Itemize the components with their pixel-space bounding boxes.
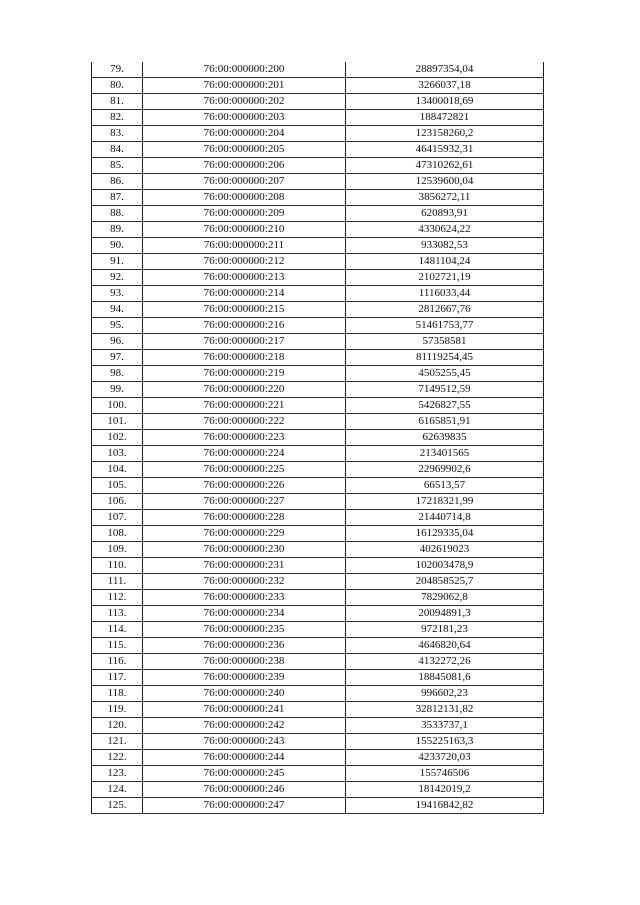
cadastral-number-cell: 76:00:000000:225 bbox=[143, 462, 346, 478]
value-cell: 21440714,8 bbox=[346, 510, 544, 526]
cadastral-number-cell: 76:00:000000:213 bbox=[143, 270, 346, 286]
table-row bbox=[92, 606, 544, 622]
row-number-cell: 115. bbox=[92, 638, 143, 654]
cadastral-number-cell: 76:00:000000:216 bbox=[143, 318, 346, 334]
table-row bbox=[92, 526, 544, 542]
table-row bbox=[92, 318, 544, 334]
cadastral-number-cell: 76:00:000000:238 bbox=[143, 654, 346, 670]
cadastral-number-cell: 76:00:000000:201 bbox=[143, 78, 346, 94]
value-cell: 28897354,04 bbox=[346, 62, 544, 78]
value-cell: 4330624,22 bbox=[346, 222, 544, 238]
value-cell: 13400018,69 bbox=[346, 94, 544, 110]
value-cell: 66513,57 bbox=[346, 478, 544, 494]
row-number-cell: 99. bbox=[92, 382, 143, 398]
cadastral-number-cell: 76:00:000000:219 bbox=[143, 366, 346, 382]
row-number-cell: 89. bbox=[92, 222, 143, 238]
value-cell: 4505255,45 bbox=[346, 366, 544, 382]
value-cell: 155225163,3 bbox=[346, 734, 544, 750]
table-row bbox=[92, 542, 544, 558]
table-row bbox=[92, 654, 544, 670]
table-row bbox=[92, 78, 544, 94]
row-number-cell: 108. bbox=[92, 526, 143, 542]
table-row bbox=[92, 446, 544, 462]
cadastral-number-cell: 76:00:000000:231 bbox=[143, 558, 346, 574]
value-cell: 996602,23 bbox=[346, 686, 544, 702]
value-cell: 123158260,2 bbox=[346, 126, 544, 142]
table-row bbox=[92, 782, 544, 798]
value-cell: 18142019,2 bbox=[346, 782, 544, 798]
value-cell: 4132272,26 bbox=[346, 654, 544, 670]
row-number-cell: 97. bbox=[92, 350, 143, 366]
value-cell: 2102721,19 bbox=[346, 270, 544, 286]
value-cell: 6165851,91 bbox=[346, 414, 544, 430]
value-cell: 4646820,64 bbox=[346, 638, 544, 654]
row-number-cell: 101. bbox=[92, 414, 143, 430]
cadastral-number-cell: 76:00:000000:226 bbox=[143, 478, 346, 494]
value-cell: 57358581 bbox=[346, 334, 544, 350]
table-row bbox=[92, 126, 544, 142]
table-row bbox=[92, 94, 544, 110]
row-number-cell: 114. bbox=[92, 622, 143, 638]
value-cell: 402619023 bbox=[346, 542, 544, 558]
cadastral-number-cell: 76:00:000000:230 bbox=[143, 542, 346, 558]
table-row bbox=[92, 574, 544, 590]
cadastral-number-cell: 76:00:000000:229 bbox=[143, 526, 346, 542]
table-row bbox=[92, 110, 544, 126]
table-row bbox=[92, 286, 544, 302]
table-row bbox=[92, 222, 544, 238]
row-number-cell: 119. bbox=[92, 702, 143, 718]
value-cell: 7829062,8 bbox=[346, 590, 544, 606]
cadastral-number-cell: 76:00:000000:215 bbox=[143, 302, 346, 318]
row-number-cell: 102. bbox=[92, 430, 143, 446]
table-row bbox=[92, 398, 544, 414]
row-number-cell: 107. bbox=[92, 510, 143, 526]
table-row bbox=[92, 350, 544, 366]
row-number-cell: 125. bbox=[92, 798, 143, 814]
table-row bbox=[92, 734, 544, 750]
cadastral-number-cell: 76:00:000000:218 bbox=[143, 350, 346, 366]
cadastral-number-cell: 76:00:000000:244 bbox=[143, 750, 346, 766]
row-number-cell: 85. bbox=[92, 158, 143, 174]
row-number-cell: 100. bbox=[92, 398, 143, 414]
row-number-cell: 116. bbox=[92, 654, 143, 670]
row-number-cell: 90. bbox=[92, 238, 143, 254]
table-row bbox=[92, 334, 544, 350]
table-row bbox=[92, 670, 544, 686]
value-cell: 32812131,82 bbox=[346, 702, 544, 718]
row-number-cell: 104. bbox=[92, 462, 143, 478]
cadastral-number-cell: 76:00:000000:235 bbox=[143, 622, 346, 638]
cadastral-number-cell: 76:00:000000:217 bbox=[143, 334, 346, 350]
table-row bbox=[92, 238, 544, 254]
row-number-cell: 120. bbox=[92, 718, 143, 734]
row-number-cell: 98. bbox=[92, 366, 143, 382]
value-cell: 155746506 bbox=[346, 766, 544, 782]
cadastral-number-cell: 76:00:000000:205 bbox=[143, 142, 346, 158]
cadastral-number-cell: 76:00:000000:209 bbox=[143, 206, 346, 222]
cadastral-number-cell: 76:00:000000:228 bbox=[143, 510, 346, 526]
row-number-cell: 113. bbox=[92, 606, 143, 622]
value-cell: 188472821 bbox=[346, 110, 544, 126]
row-number-cell: 83. bbox=[92, 126, 143, 142]
row-number-cell: 96. bbox=[92, 334, 143, 350]
table-row bbox=[92, 686, 544, 702]
value-cell: 19416842,82 bbox=[346, 798, 544, 814]
value-cell: 47310262,61 bbox=[346, 158, 544, 174]
cadastral-number-cell: 76:00:000000:242 bbox=[143, 718, 346, 734]
table-row bbox=[92, 798, 544, 814]
table-row bbox=[92, 270, 544, 286]
row-number-cell: 84. bbox=[92, 142, 143, 158]
row-number-cell: 86. bbox=[92, 174, 143, 190]
value-cell: 972181,23 bbox=[346, 622, 544, 638]
value-cell: 17218321,99 bbox=[346, 494, 544, 510]
table-row bbox=[92, 462, 544, 478]
cadastral-number-cell: 76:00:000000:243 bbox=[143, 734, 346, 750]
row-number-cell: 112. bbox=[92, 590, 143, 606]
value-cell: 933082,53 bbox=[346, 238, 544, 254]
value-cell: 22969902,6 bbox=[346, 462, 544, 478]
row-number-cell: 121. bbox=[92, 734, 143, 750]
row-number-cell: 110. bbox=[92, 558, 143, 574]
row-number-cell: 93. bbox=[92, 286, 143, 302]
row-number-cell: 124. bbox=[92, 782, 143, 798]
cadastral-number-cell: 76:00:000000:200 bbox=[143, 62, 346, 78]
table-row bbox=[92, 750, 544, 766]
row-number-cell: 95. bbox=[92, 318, 143, 334]
row-number-cell: 91. bbox=[92, 254, 143, 270]
cadastral-number-cell: 76:00:000000:247 bbox=[143, 798, 346, 814]
row-number-cell: 111. bbox=[92, 574, 143, 590]
row-number-cell: 103. bbox=[92, 446, 143, 462]
table-row bbox=[92, 414, 544, 430]
cadastral-number-cell: 76:00:000000:207 bbox=[143, 174, 346, 190]
row-number-cell: 87. bbox=[92, 190, 143, 206]
cadastral-number-cell: 76:00:000000:227 bbox=[143, 494, 346, 510]
value-cell: 1116033,44 bbox=[346, 286, 544, 302]
table-row bbox=[92, 142, 544, 158]
row-number-cell: 106. bbox=[92, 494, 143, 510]
table-row bbox=[92, 718, 544, 734]
row-number-cell: 80. bbox=[92, 78, 143, 94]
cadastral-number-cell: 76:00:000000:236 bbox=[143, 638, 346, 654]
table-row bbox=[92, 206, 544, 222]
cadastral-number-cell: 76:00:000000:214 bbox=[143, 286, 346, 302]
row-number-cell: 109. bbox=[92, 542, 143, 558]
cadastral-number-cell: 76:00:000000:208 bbox=[143, 190, 346, 206]
table-row bbox=[92, 302, 544, 318]
table-row bbox=[92, 382, 544, 398]
table-body bbox=[92, 62, 544, 814]
table-row bbox=[92, 590, 544, 606]
row-number-cell: 92. bbox=[92, 270, 143, 286]
cadastral-number-cell: 76:00:000000:233 bbox=[143, 590, 346, 606]
value-cell: 204858525,7 bbox=[346, 574, 544, 590]
row-number-cell: 94. bbox=[92, 302, 143, 318]
value-cell: 213401565 bbox=[346, 446, 544, 462]
table-row bbox=[92, 558, 544, 574]
value-cell: 7149512,59 bbox=[346, 382, 544, 398]
data-table bbox=[91, 62, 544, 814]
cadastral-number-cell: 76:00:000000:220 bbox=[143, 382, 346, 398]
table-row bbox=[92, 174, 544, 190]
table-row bbox=[92, 366, 544, 382]
cadastral-number-cell: 76:00:000000:221 bbox=[143, 398, 346, 414]
value-cell: 20094891,3 bbox=[346, 606, 544, 622]
table-row bbox=[92, 254, 544, 270]
table-row bbox=[92, 190, 544, 206]
value-cell: 81119254,45 bbox=[346, 350, 544, 366]
cadastral-number-cell: 76:00:000000:206 bbox=[143, 158, 346, 174]
value-cell: 12539600,04 bbox=[346, 174, 544, 190]
cadastral-number-cell: 76:00:000000:203 bbox=[143, 110, 346, 126]
row-number-cell: 82. bbox=[92, 110, 143, 126]
table-row bbox=[92, 478, 544, 494]
table-row bbox=[92, 638, 544, 654]
table-row bbox=[92, 702, 544, 718]
value-cell: 2812667,76 bbox=[346, 302, 544, 318]
table-row bbox=[92, 62, 544, 78]
value-cell: 51461753,77 bbox=[346, 318, 544, 334]
cadastral-number-cell: 76:00:000000:211 bbox=[143, 238, 346, 254]
row-number-cell: 81. bbox=[92, 94, 143, 110]
value-cell: 46415932,31 bbox=[346, 142, 544, 158]
value-cell: 62639835 bbox=[346, 430, 544, 446]
cadastral-number-cell: 76:00:000000:224 bbox=[143, 446, 346, 462]
value-cell: 620893,91 bbox=[346, 206, 544, 222]
table-row bbox=[92, 494, 544, 510]
cadastral-number-cell: 76:00:000000:232 bbox=[143, 574, 346, 590]
row-number-cell: 88. bbox=[92, 206, 143, 222]
table-row bbox=[92, 766, 544, 782]
cadastral-number-cell: 76:00:000000:222 bbox=[143, 414, 346, 430]
value-cell: 3533737,1 bbox=[346, 718, 544, 734]
table-row bbox=[92, 622, 544, 638]
cadastral-number-cell: 76:00:000000:246 bbox=[143, 782, 346, 798]
row-number-cell: 79. bbox=[92, 62, 143, 78]
value-cell: 5426827,55 bbox=[346, 398, 544, 414]
value-cell: 4233720,03 bbox=[346, 750, 544, 766]
row-number-cell: 105. bbox=[92, 478, 143, 494]
cadastral-number-cell: 76:00:000000:210 bbox=[143, 222, 346, 238]
value-cell: 1481104,24 bbox=[346, 254, 544, 270]
value-cell: 16129335,04 bbox=[346, 526, 544, 542]
row-number-cell: 122. bbox=[92, 750, 143, 766]
cadastral-number-cell: 76:00:000000:240 bbox=[143, 686, 346, 702]
value-cell: 3856272,11 bbox=[346, 190, 544, 206]
cadastral-number-cell: 76:00:000000:223 bbox=[143, 430, 346, 446]
table-row bbox=[92, 430, 544, 446]
cadastral-number-cell: 76:00:000000:241 bbox=[143, 702, 346, 718]
cadastral-number-cell: 76:00:000000:212 bbox=[143, 254, 346, 270]
cadastral-number-cell: 76:00:000000:245 bbox=[143, 766, 346, 782]
table-row bbox=[92, 158, 544, 174]
table-row bbox=[92, 510, 544, 526]
cadastral-number-cell: 76:00:000000:202 bbox=[143, 94, 346, 110]
cadastral-number-cell: 76:00:000000:234 bbox=[143, 606, 346, 622]
row-number-cell: 118. bbox=[92, 686, 143, 702]
value-cell: 102003478,9 bbox=[346, 558, 544, 574]
row-number-cell: 123. bbox=[92, 766, 143, 782]
cadastral-number-cell: 76:00:000000:204 bbox=[143, 126, 346, 142]
cadastral-number-cell: 76:00:000000:239 bbox=[143, 670, 346, 686]
row-number-cell: 117. bbox=[92, 670, 143, 686]
value-cell: 18845081,6 bbox=[346, 670, 544, 686]
value-cell: 3266037,18 bbox=[346, 78, 544, 94]
